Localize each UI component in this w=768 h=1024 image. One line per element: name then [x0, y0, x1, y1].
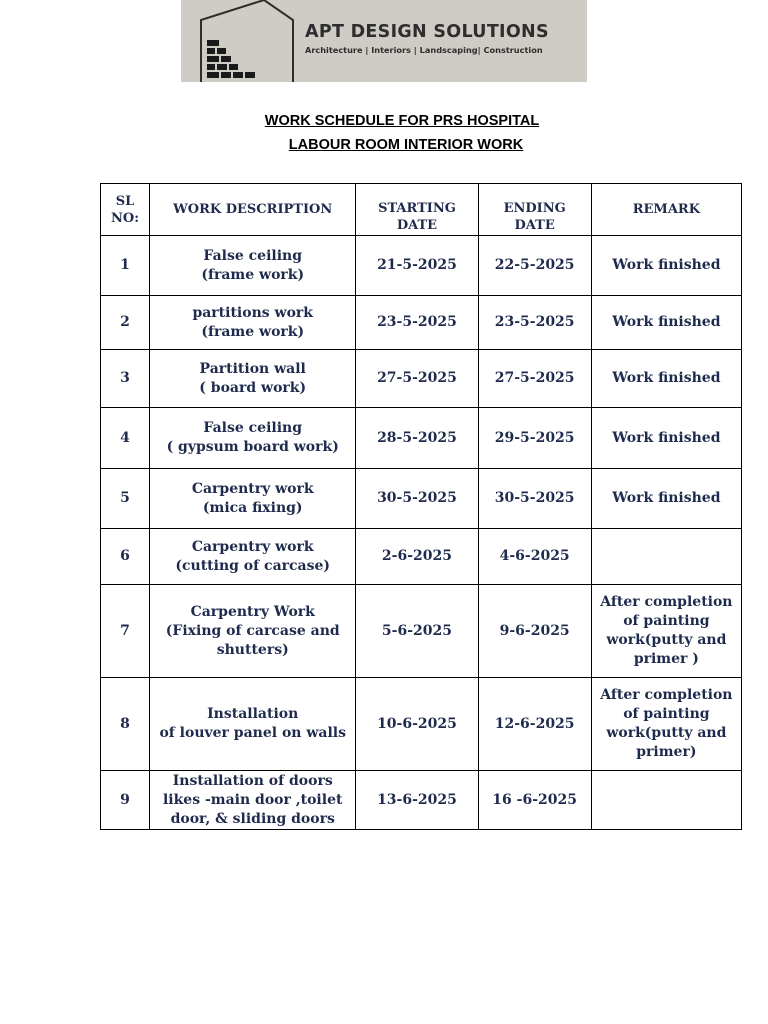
- description-cell: [150, 771, 356, 830]
- sl-cell: 4: [101, 408, 150, 469]
- cell-line: (frame work): [201, 323, 305, 340]
- end-date-cell: 12-6-2025: [478, 678, 591, 771]
- table-row: [101, 529, 742, 585]
- start-date-cell: 13-6-2025: [356, 771, 478, 830]
- description-cell: [150, 469, 356, 529]
- start-date-cell: 10-6-2025: [356, 678, 478, 771]
- table-row: [101, 296, 742, 350]
- table-header-row: [101, 184, 742, 236]
- description-cell: [150, 236, 356, 296]
- end-date-cell: 23-5-2025: [478, 296, 591, 350]
- table-row: [101, 469, 742, 529]
- cell-line: of painting: [623, 706, 710, 722]
- cell-line: partitions work: [192, 304, 313, 321]
- document-subtitle: LABOUR ROOM INTERIOR WORK: [288, 137, 524, 153]
- start-date-cell: 21-5-2025: [356, 236, 478, 296]
- end-date-cell: 4-6-2025: [478, 529, 591, 585]
- cell-line: of louver panel on walls: [159, 725, 346, 741]
- document-title: WORK SCHEDULE FOR PRS HOSPITAL: [264, 113, 540, 129]
- cell-line: (cutting of carcase): [175, 557, 331, 574]
- end-date-cell: 9-6-2025: [478, 585, 591, 678]
- sl-cell: 7: [101, 585, 150, 678]
- cell-line: shutters): [216, 641, 289, 658]
- table-row: [101, 585, 742, 678]
- cell-line: Carpentry work: [191, 538, 314, 555]
- cell-line: ( board work): [199, 379, 307, 396]
- cell-line: primer): [636, 744, 697, 760]
- cell-line: Carpentry Work: [190, 603, 315, 620]
- cell-line: work(putty and: [606, 632, 727, 648]
- description-cell: [150, 529, 356, 585]
- cell-line: Partition wall: [199, 360, 306, 377]
- remark-cell: [591, 296, 741, 350]
- start-date-cell: 30-5-2025: [356, 469, 478, 529]
- start-date-cell: 23-5-2025: [356, 296, 478, 350]
- cell-line: Installation of doors: [172, 772, 333, 789]
- cell-line: door, & sliding doors: [170, 810, 335, 827]
- start-date-cell: 2-6-2025: [356, 529, 478, 585]
- cell-line: False ceiling: [203, 247, 303, 264]
- cell-line: Work finished: [612, 314, 721, 330]
- remark-cell: [591, 771, 741, 830]
- end-date-cell: 22-5-2025: [478, 236, 591, 296]
- description-cell: [150, 408, 356, 469]
- sl-cell: 1: [101, 236, 150, 296]
- company-logo: [181, 0, 587, 82]
- cell-line: Installation: [207, 706, 299, 722]
- table-row: [101, 350, 742, 408]
- remark-cell: [591, 408, 741, 469]
- cell-line: Work finished: [612, 257, 721, 273]
- header-starting-date: STARTING DATE: [356, 184, 478, 236]
- company-tagline: Architecture | Interiors | Landscaping| Construction: [305, 45, 543, 55]
- description-cell: [150, 585, 356, 678]
- remark-cell: [591, 236, 741, 296]
- remark-cell: [591, 469, 741, 529]
- header-ending-date: ENDING DATE: [478, 184, 591, 236]
- start-date-cell: 5-6-2025: [356, 585, 478, 678]
- cell-line: likes -main door ,toilet: [162, 791, 343, 808]
- cell-line: work(putty and: [606, 725, 727, 741]
- sl-cell: 5: [101, 469, 150, 529]
- end-date-cell: 27-5-2025: [478, 350, 591, 408]
- remark-cell: [591, 529, 741, 585]
- end-date-cell: 16 -6-2025: [478, 771, 591, 830]
- remark-cell: [591, 350, 741, 408]
- table-row: [101, 236, 742, 296]
- cell-line: primer ): [633, 651, 699, 667]
- cell-line: After completion: [600, 687, 733, 703]
- work-schedule-table: [100, 183, 742, 830]
- end-date-cell: 30-5-2025: [478, 469, 591, 529]
- cell-line: Work finished: [612, 490, 721, 506]
- start-date-cell: 28-5-2025: [356, 408, 478, 469]
- description-cell: [150, 678, 356, 771]
- description-cell: [150, 296, 356, 350]
- sl-cell: 2: [101, 296, 150, 350]
- cell-line: Work finished: [612, 370, 721, 386]
- cell-line: Carpentry work: [191, 480, 314, 497]
- remark-cell: [591, 585, 741, 678]
- sl-cell: 6: [101, 529, 150, 585]
- company-name: APT DESIGN SOLUTIONS: [305, 22, 549, 42]
- cell-line: (mica fixing): [202, 499, 303, 516]
- sl-cell: 8: [101, 678, 150, 771]
- cell-line: ( gypsum board work): [166, 439, 339, 455]
- table-row: [101, 408, 742, 469]
- cell-line: (frame work): [201, 266, 305, 283]
- cell-line: Work finished: [612, 429, 721, 446]
- end-date-cell: 29-5-2025: [478, 408, 591, 469]
- cell-line: False ceiling: [203, 420, 303, 436]
- sl-cell: 9: [101, 771, 150, 830]
- description-cell: [150, 350, 356, 408]
- remark-cell: [591, 678, 741, 771]
- header-sl-no: SL NO:: [101, 184, 150, 236]
- start-date-cell: 27-5-2025: [356, 350, 478, 408]
- cell-line: After completion: [600, 594, 733, 610]
- cell-line: of painting: [623, 613, 710, 629]
- table-row: [101, 771, 742, 830]
- table-row: [101, 678, 742, 771]
- cell-line: (Fixing of carcase and: [165, 622, 340, 639]
- header-remark: REMARK: [591, 184, 741, 236]
- header-work-description: WORK DESCRIPTION: [150, 184, 356, 236]
- sl-cell: 3: [101, 350, 150, 408]
